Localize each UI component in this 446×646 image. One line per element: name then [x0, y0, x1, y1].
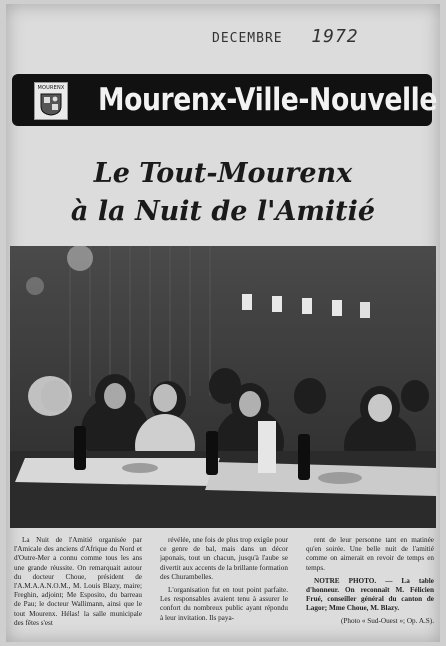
photo-caption: NOTRE PHOTO. — La table d'honneur. On reconnaît M. Félicien Frué, conseiller général du canton de Lagor; Mme Choue, M. Blazy. [306, 576, 434, 613]
town-crest-icon [34, 82, 68, 120]
article-paragraph: révélée, une fois de plus trop exigüe pour ce genre de bal, mais dans un décor japonais, tout un chacun, jusqu'à l'aube se divertit aux accents de la brillante formation des Churambelles. [160, 536, 288, 581]
photo-credit: (Photo « Sud-Ouest »; Op. A.S). [340, 616, 434, 625]
handwritten-year: 1972 [311, 26, 359, 47]
article-paragraph: L'organisation fut en tout point parfaite. Les responsables avaient tenu à assurer le confort du nombreux public ayant répondu à leur invitation. Ils paya- [160, 586, 288, 622]
article-column-2 [160, 536, 288, 640]
handwritten-month: DECEMBRE [212, 31, 283, 46]
crest-label: MOURENX [37, 85, 65, 91]
handwritten-date-note [212, 26, 359, 47]
article-headline-line1: Le Tout-Mourenx [93, 158, 353, 189]
section-title: Mourenx-Ville-Nouvelle [98, 82, 438, 118]
article-paragraph: rent de leur personne tant en matinée qu'en soirée. Une belle nuit de l'amitié comme on aimerait en revoir de temps en temps. [306, 536, 434, 572]
article-column-3 [306, 536, 434, 640]
article-photo [10, 246, 436, 528]
article-headline-line2: à la Nuit de l'Amitié [70, 196, 376, 227]
section-banner [12, 74, 438, 126]
article-paragraph: La Nuit de l'Amitié organisée par l'Amicale des anciens d'Afrique du Nord et d'Outre-Mer a connu comme tous les ans une grande réussite. On remarquait autour du docteur Choue, président de l'A.M.A.A.N.O.M., M. Louis Blazy, maire; Freghin, adjoint; Me Esposito, du barreau de Pau; le docteur Wallimann, ainsi que le tout Mourenx. Hélas! la salle municipale des fêtes s'est [14, 536, 142, 627]
article-column-1 [14, 536, 142, 640]
